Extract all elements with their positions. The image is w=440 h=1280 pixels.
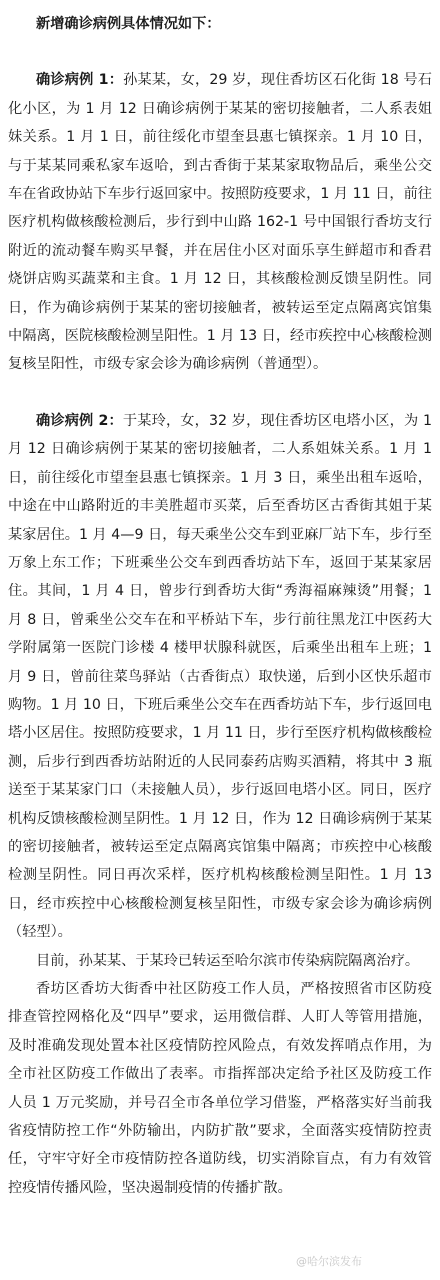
case-1-text: 孙某某，女，29 岁，现住香坊区石化街 18 号石化小区，为 1 月 12 日确诊病例于某某的密切接触者，二人系表姐妹关系。1 月 1 日，前往绥化市望奎县惠七镇探亲。1 月 10 日，与于某某同乘私家车返哈，到古香街于某某家取物品后，乘坐公交车在省政协站下车步行返回家中。按照防疫要求，1 月 11 日，前往医疗机构做核酸检测后，步行到中山路 162-1 号中国银行香坊支行附近的流动餐车购买早餐，并在居住小区对面乐享生鲜超市和香君烧饼店购买蔬菜和主食。1 月 12 日，其核酸检测反馈呈阴性。同日，作为确诊病例于某某的密切接触者，被转运至定点隔离宾馆集中隔离，医院核酸检测呈阳性。1 月 13 日，经市疾控中心核酸检测复核呈阳性，市级专家会诊为确诊病例（普通型）。 [8,72,432,373]
community-paragraph: 香坊区香坊大街香中社区防疫工作人员，严格按照省市区防疫排查管控网格化及“四早”要求，运用微信群、人盯人等管用措施，及时准确发现处置本社区疫情防控风险点，有效发挥哨点作用，为全市社区防疫工作做出了表率。市指挥部决定给予社区及防疫工作人员 1 万元奖励，并号召全市各单位学习借鉴，严格落实好当前我省疫情防控工作“外防输出，内防扩散”要求，全面落实疫情防控责任，守牢守好全市疫情防控各道防线，切实消除盲点，有力有效管控疫情传播风险，坚决遏制疫情的传播扩散。 [8,981,432,1196]
case-2-label: 确诊病例 2： [36,412,123,429]
weibo-watermark: @哈尔滨发布 [296,1255,362,1268]
case-1-paragraph [8,66,432,378]
case-2-text: 于某玲，女，32 岁，现住香坊区电塔小区，为 1 月 12 日确诊病例于某某的密切接触者，二人系姐妹关系。1 月 1 日，前往绥化市望奎县惠七镇探亲。1 月 3 日，乘坐出租车返哈，中途在中山路附近的丰美胜超市买菜，后至香坊区古香街其姐于某某家居住。1 月 4—9 日，每天乘坐公交车到亚麻厂站下车，步行至万象上东工作；下班乘坐公交车到西香坊站下车，返回于某某家居住。其间，1 月 4 日，曾步行到香坊大街“秀海福麻辣烫”用餐；1 月 8 日，曾乘坐公交车在和平桥站下车，步行前往黑龙江中医药大学附属第一医院门诊楼 4 楼甲状腺科就医，后乘坐出租车上班；1 月 9 日，曾前往菜鸟驿站（古香街点）取快递，后到小区快乐超市购物。1 月 10 日，下班后乘坐公交车在西香坊站下车，步行返回电塔小区居住。按照防疫要求，1 月 11 日，步行至医疗机构做核酸检测，后步行到西香坊站附近的人民同泰药店购买酒精，将其中 3 瓶送至于某某家门口（未接触人员），步行返回电塔小区。同日，医疗机构反馈核酸检测呈阴性。1 月 12 日，作为 12 日确诊病例于某某的密切接触者，被转运至定点隔离宾馆集中隔离；市疾控中心核酸检测呈阴性。同日再次采样，医疗机构核酸检测呈阳性。1 月 13 日，经市疾控中心核酸检测复核呈阳性，市级专家会诊为确诊病例（轻型）。 [8,412,433,941]
article-heading: 新增确诊病例具体情况如下： [36,16,221,32]
case-1-label: 确诊病例 1： [36,72,124,89]
case-2-paragraph [8,407,432,947]
spacer [8,38,432,66]
spacer [8,379,432,407]
current-status-paragraph: 目前，孙某某、于某玲已转运至哈尔滨市传染病院隔离治疗。 [36,952,420,969]
